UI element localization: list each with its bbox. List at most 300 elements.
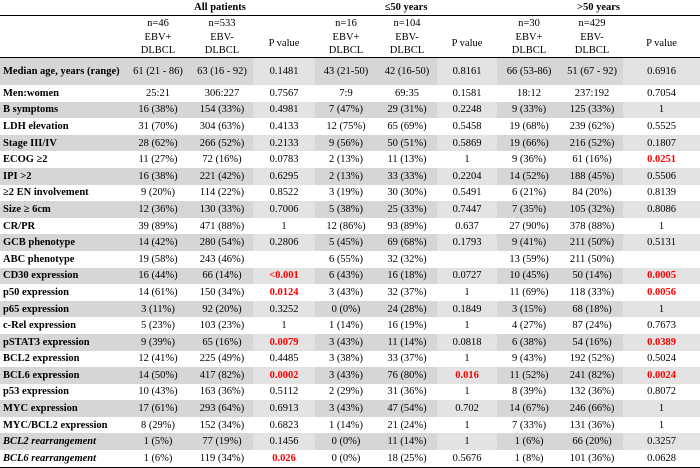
p-value-cell [253, 301, 315, 318]
value-cell [315, 251, 377, 268]
value-cell [191, 450, 253, 467]
cell-value: 119 (34%) [199, 452, 245, 464]
p-value-cell [437, 317, 497, 334]
value-cell [561, 151, 623, 168]
p-value: 0.8161 [452, 66, 482, 77]
cell-value: 5 (45%) [328, 237, 364, 249]
value-cell [191, 367, 253, 384]
value-cell [377, 367, 437, 384]
value-cell [561, 185, 623, 202]
cell-value: 61 (21 - 86) [133, 66, 183, 77]
cell-value: 3 (38%) [328, 353, 364, 365]
p-value-cell [437, 400, 497, 417]
table-row [0, 185, 700, 202]
cell-value: 225 (49%) [199, 353, 245, 365]
p-value-cell [623, 384, 700, 401]
column-label-line: P value [646, 38, 677, 49]
cell-value: 31 (70%) [138, 120, 178, 132]
cell-value: 61 (16%) [572, 154, 612, 166]
table-row [0, 433, 700, 450]
cell-value: 87 (24%) [572, 320, 612, 332]
cell-value: 9 (20%) [140, 187, 176, 199]
value-cell [125, 218, 191, 235]
p-value-cell [623, 218, 700, 235]
value-cell [125, 317, 191, 334]
p-value-cell [253, 185, 315, 202]
value-cell [561, 334, 623, 351]
p-value: 0.1807 [647, 137, 676, 149]
value-cell [191, 284, 253, 301]
row-label: LDH elevation [3, 120, 69, 132]
value-cell [125, 417, 191, 434]
p-value-cell [437, 433, 497, 450]
n-value: n=46 [125, 16, 191, 31]
cell-value: 125 (33%) [569, 104, 615, 116]
value-cell [497, 334, 561, 351]
value-cell [191, 334, 253, 351]
value-cell [191, 102, 253, 119]
value-cell [561, 351, 623, 368]
cell-value: 9 (36%) [511, 154, 547, 166]
cell-value: 6 (43%) [328, 270, 364, 282]
column-label-line: EBV- [210, 31, 234, 43]
value-cell [561, 301, 623, 318]
n-value: n=16 [315, 16, 377, 31]
p-value: 0.1481 [269, 66, 299, 77]
cell-value: 237:192 [574, 87, 610, 99]
value-cell [125, 450, 191, 467]
value-cell [125, 102, 191, 119]
p-value-cell [623, 168, 700, 185]
value-cell [125, 201, 191, 218]
p-value-cell [623, 284, 700, 301]
value-cell [497, 351, 561, 368]
p-value-cell [437, 85, 497, 102]
cell-value: 280 (54%) [199, 237, 245, 249]
cell-value: 6 (38%) [511, 336, 547, 348]
cell-value: 2 (13%) [328, 170, 364, 182]
p-value: 0.8086 [647, 203, 676, 215]
p-value-cell [437, 334, 497, 351]
cell-value: 152 (34%) [199, 419, 245, 431]
p-value-cell [253, 367, 315, 384]
p-value-cell [253, 384, 315, 401]
cell-value: 0 (0%) [331, 436, 361, 448]
cell-value: 14 (61%) [138, 286, 178, 298]
value-cell [315, 400, 377, 417]
cell-value: 28 (62%) [138, 137, 178, 149]
p-value: 0.6916 [647, 66, 676, 77]
value-cell [561, 168, 623, 185]
cell-value: 16 (38%) [138, 104, 178, 116]
cell-value: 51 (67 - 92) [567, 66, 617, 77]
cell-value: 3 (43%) [328, 336, 364, 348]
p-value-cell [437, 251, 497, 268]
value-cell [377, 251, 437, 268]
cell-value: 11 (52%) [509, 369, 549, 381]
p-value: 0.0056 [647, 286, 676, 298]
value-cell [315, 151, 377, 168]
cell-value: 243 (46%) [199, 253, 245, 265]
p-value: 0.0727 [452, 270, 482, 282]
p-value: 0.2133 [269, 137, 299, 149]
p-value-cell [437, 185, 497, 202]
value-cell [191, 58, 253, 86]
cell-value: 9 (39%) [140, 336, 176, 348]
p-value: 0.0628 [647, 452, 676, 464]
value-cell [561, 251, 623, 268]
table-row [0, 417, 700, 434]
value-cell [377, 284, 437, 301]
cell-value: 9 (41%) [511, 237, 547, 249]
row-label: ABC phenotype [3, 253, 75, 265]
cell-value: 9 (56%) [328, 137, 364, 149]
cell-value: 25 (33%) [387, 203, 427, 215]
cell-value: 1 (8%) [514, 452, 544, 464]
cell-value: 39 (89%) [138, 220, 178, 232]
p-value-cell [623, 58, 700, 86]
value-cell [191, 85, 253, 102]
group-header-under50: ≤50 years [384, 2, 428, 13]
row-label: BCL2 expression [3, 353, 80, 365]
cell-value: 16 (44%) [138, 270, 178, 282]
cell-value: 266 (52%) [199, 137, 245, 149]
table-row [0, 367, 700, 384]
p-value: 0.6295 [269, 170, 299, 182]
column-label-line: EBV+ [332, 31, 360, 43]
cell-value: 130 (33%) [199, 203, 245, 215]
p-value-cell [253, 450, 315, 467]
table-row [0, 102, 700, 119]
value-cell [377, 384, 437, 401]
row-label: Size ≥ 6cm [0, 201, 125, 218]
value-cell [191, 417, 253, 434]
column-label-line: EBV- [580, 31, 604, 43]
value-cell [191, 218, 253, 235]
table-row [0, 218, 700, 235]
row-label: GCB phenotype [0, 234, 125, 251]
p-value-cell [623, 400, 700, 417]
value-cell [125, 268, 191, 285]
row-label: Median age, years (range) [0, 58, 125, 86]
p-value-cell [437, 417, 497, 434]
value-cell [497, 400, 561, 417]
column-label [377, 30, 437, 58]
cell-value: 9 (43%) [511, 353, 547, 365]
group-header-all: All patients [194, 2, 246, 13]
cell-value: 8 (29%) [140, 419, 176, 431]
cell-value: 221 (42%) [199, 170, 245, 182]
cell-value: 93 (89%) [387, 220, 427, 232]
cell-value: 84 (20%) [572, 187, 612, 199]
row-label: MYC/BCL2 expression [3, 419, 108, 431]
p-value: 0.1793 [452, 237, 482, 249]
p-value-cell [253, 284, 315, 301]
p-value: 0.0079 [269, 336, 299, 348]
value-cell [315, 58, 377, 86]
value-cell [497, 201, 561, 218]
cell-value: 0 (0%) [331, 452, 361, 464]
value-cell [561, 58, 623, 86]
column-label-line: DLBCL [574, 44, 610, 56]
value-cell [125, 234, 191, 251]
cell-value: 211 (50%) [569, 237, 615, 249]
p-value: 0.1456 [269, 436, 299, 448]
group-header-row [0, 0, 700, 16]
value-cell [497, 185, 561, 202]
value-cell [315, 268, 377, 285]
p-value: 0.2204 [452, 170, 482, 182]
p-value-cell [437, 201, 497, 218]
value-cell [315, 301, 377, 318]
cell-value: 101 (36%) [569, 452, 615, 464]
cell-value: 1 (6%) [143, 452, 173, 464]
cell-value: 50 (14%) [572, 270, 612, 282]
p-value: 0.637 [455, 220, 479, 232]
p-value-cell [253, 102, 315, 119]
cell-value: 76 (80%) [387, 369, 427, 381]
table-row [0, 317, 700, 334]
cell-value: 10 (45%) [509, 270, 549, 282]
value-cell [125, 284, 191, 301]
value-cell [377, 118, 437, 135]
column-label-line: DLBCL [511, 44, 547, 56]
value-cell [315, 384, 377, 401]
p-value: 0.5458 [452, 120, 482, 132]
cell-value: 12 (41%) [138, 353, 178, 365]
p-value: 1 [658, 303, 665, 315]
p-value-cell [437, 234, 497, 251]
value-cell [497, 417, 561, 434]
value-cell [191, 351, 253, 368]
value-cell [191, 268, 253, 285]
p-value-cell [437, 168, 497, 185]
value-cell [191, 384, 253, 401]
cell-value: 72 (16%) [202, 154, 242, 166]
value-cell [497, 384, 561, 401]
cell-value: 132 (36%) [569, 386, 615, 398]
cell-value: 43 (21-50) [323, 66, 369, 77]
p-value: 1 [658, 104, 665, 116]
cell-value: 50 (51%) [387, 137, 427, 149]
p-value: 0.0005 [647, 270, 676, 282]
cell-value: 7 (35%) [511, 203, 547, 215]
row-label: Men:women [3, 87, 59, 99]
value-cell [315, 417, 377, 434]
cell-value: 19 (58%) [138, 253, 178, 265]
p-value-cell [253, 218, 315, 235]
value-cell [125, 151, 191, 168]
cell-value: 14 (67%) [509, 403, 549, 415]
row-label: ECOG ≥2 [3, 154, 48, 166]
cell-value: 3 (15%) [511, 303, 547, 315]
value-cell [377, 417, 437, 434]
p-value-cell [253, 351, 315, 368]
value-cell [191, 301, 253, 318]
value-cell [561, 284, 623, 301]
cell-value: 11 (69%) [509, 286, 549, 298]
value-cell [191, 201, 253, 218]
cell-value: 6 (21%) [511, 187, 547, 199]
p-value: 1 [464, 154, 470, 166]
cell-value: 69 (68%) [387, 237, 427, 249]
p-value: 0.3252 [269, 303, 299, 315]
value-cell [315, 135, 377, 152]
value-cell [315, 118, 377, 135]
value-cell [377, 351, 437, 368]
p-value-cell [437, 301, 497, 318]
p-value: 0.5491 [452, 187, 482, 199]
p-value-cell [253, 400, 315, 417]
cell-value: 42 (16-50) [384, 66, 430, 77]
cell-value: 246 (66%) [569, 403, 615, 415]
value-cell [315, 102, 377, 119]
cell-value: 16 (38%) [138, 170, 178, 182]
p-value: 0.5131 [647, 237, 676, 249]
value-cell [377, 151, 437, 168]
value-cell [125, 118, 191, 135]
cell-value: 103 (23%) [199, 320, 245, 332]
cell-value: 1 (6%) [514, 436, 544, 448]
column-label [191, 30, 253, 58]
cell-value: 378 (88%) [569, 220, 615, 232]
column-label-line: DLBCL [328, 44, 364, 56]
p-value-cell [437, 58, 497, 86]
value-cell [561, 400, 623, 417]
value-cell [497, 118, 561, 135]
cell-value: 7 (33%) [511, 419, 547, 431]
value-cell [497, 301, 561, 318]
cell-value: 3 (19%) [328, 187, 364, 199]
cell-value: 69:35 [395, 87, 419, 99]
value-cell [191, 135, 253, 152]
p-value-cell [623, 450, 700, 467]
value-cell [377, 268, 437, 285]
value-cell [377, 85, 437, 102]
value-cell [561, 450, 623, 467]
value-cell [125, 168, 191, 185]
value-cell [497, 135, 561, 152]
cell-value: 131 (36%) [569, 419, 615, 431]
p-value: 0.5869 [452, 137, 482, 149]
row-label: CR/PR [3, 220, 36, 232]
value-cell [377, 218, 437, 235]
value-cell [315, 334, 377, 351]
value-cell [125, 334, 191, 351]
value-cell [315, 168, 377, 185]
value-cell [497, 218, 561, 235]
p-value-cell [437, 284, 497, 301]
table-body [0, 58, 700, 468]
p-value-cell [623, 367, 700, 384]
p-value: 1 [658, 419, 665, 431]
column-label-row [0, 30, 700, 58]
cell-value: 65 (69%) [387, 120, 427, 132]
cell-value: 19 (66%) [509, 137, 549, 149]
cell-value: 241 (82%) [569, 369, 615, 381]
cell-value: 417 (82%) [199, 369, 245, 381]
p-value-cell [253, 118, 315, 135]
value-cell [191, 185, 253, 202]
value-cell [125, 301, 191, 318]
p-value: 0.5506 [647, 170, 676, 182]
p-value: 0.8072 [647, 386, 676, 398]
column-label [315, 30, 377, 58]
value-cell [561, 234, 623, 251]
p-value-cell [623, 118, 700, 135]
value-cell [497, 58, 561, 86]
cell-value: 66 (53-86) [506, 66, 552, 77]
cell-value: 66 (14%) [202, 270, 242, 282]
value-cell [497, 367, 561, 384]
p-value-cell [437, 118, 497, 135]
column-label-line: DLBCL [389, 44, 425, 56]
p-value-cell [253, 58, 315, 86]
cell-value: 11 (14%) [387, 436, 427, 448]
p-value-cell [437, 102, 497, 119]
p-value: 0.8522 [269, 187, 299, 199]
cell-value: 11 (13%) [387, 154, 427, 166]
cell-value: 239 (62%) [569, 120, 615, 132]
cell-value: 8 (39%) [511, 386, 547, 398]
p-value-cell [623, 417, 700, 434]
p-value: 1 [464, 436, 470, 448]
table-row [0, 400, 700, 417]
cell-value: 11 (27%) [138, 154, 178, 166]
value-cell [125, 400, 191, 417]
cell-value: 163 (36%) [199, 386, 245, 398]
value-cell [497, 234, 561, 251]
value-cell [497, 284, 561, 301]
value-cell [191, 317, 253, 334]
p-value-cell [437, 450, 497, 467]
value-cell [315, 351, 377, 368]
p-value: 0.0251 [647, 154, 676, 166]
p-value: 0.4485 [269, 353, 299, 365]
value-cell [315, 450, 377, 467]
cell-value: 33 (37%) [387, 353, 427, 365]
cell-value: 32 (32%) [387, 253, 427, 265]
p-value: 0.5676 [452, 452, 482, 464]
value-cell [497, 317, 561, 334]
row-label: IPI >2 [0, 168, 125, 185]
value-cell [497, 151, 561, 168]
p-value-cell [253, 334, 315, 351]
table-row [0, 85, 700, 102]
cell-value: 114 (22%) [199, 187, 245, 199]
row-label: BCL6 rearrangement [0, 450, 125, 467]
value-cell [377, 234, 437, 251]
column-label [253, 30, 315, 58]
p-value-cell [623, 151, 700, 168]
value-cell [377, 168, 437, 185]
cell-value: 33 (33%) [387, 170, 427, 182]
cell-value: 7 (47%) [328, 104, 364, 116]
cell-value: 304 (63%) [199, 120, 245, 132]
p-value: 1 [464, 353, 470, 365]
row-label: MYC expression [0, 400, 125, 417]
value-cell [315, 201, 377, 218]
cell-value: 24 (28%) [387, 303, 427, 315]
value-cell [561, 317, 623, 334]
value-cell [497, 168, 561, 185]
p-value: 0.7447 [452, 203, 482, 215]
p-value: 0.5525 [647, 120, 676, 132]
p-value-cell [623, 301, 700, 318]
p-value: 0.4981 [269, 104, 299, 116]
column-label [623, 30, 700, 58]
cell-value: 13 (59%) [509, 253, 549, 265]
